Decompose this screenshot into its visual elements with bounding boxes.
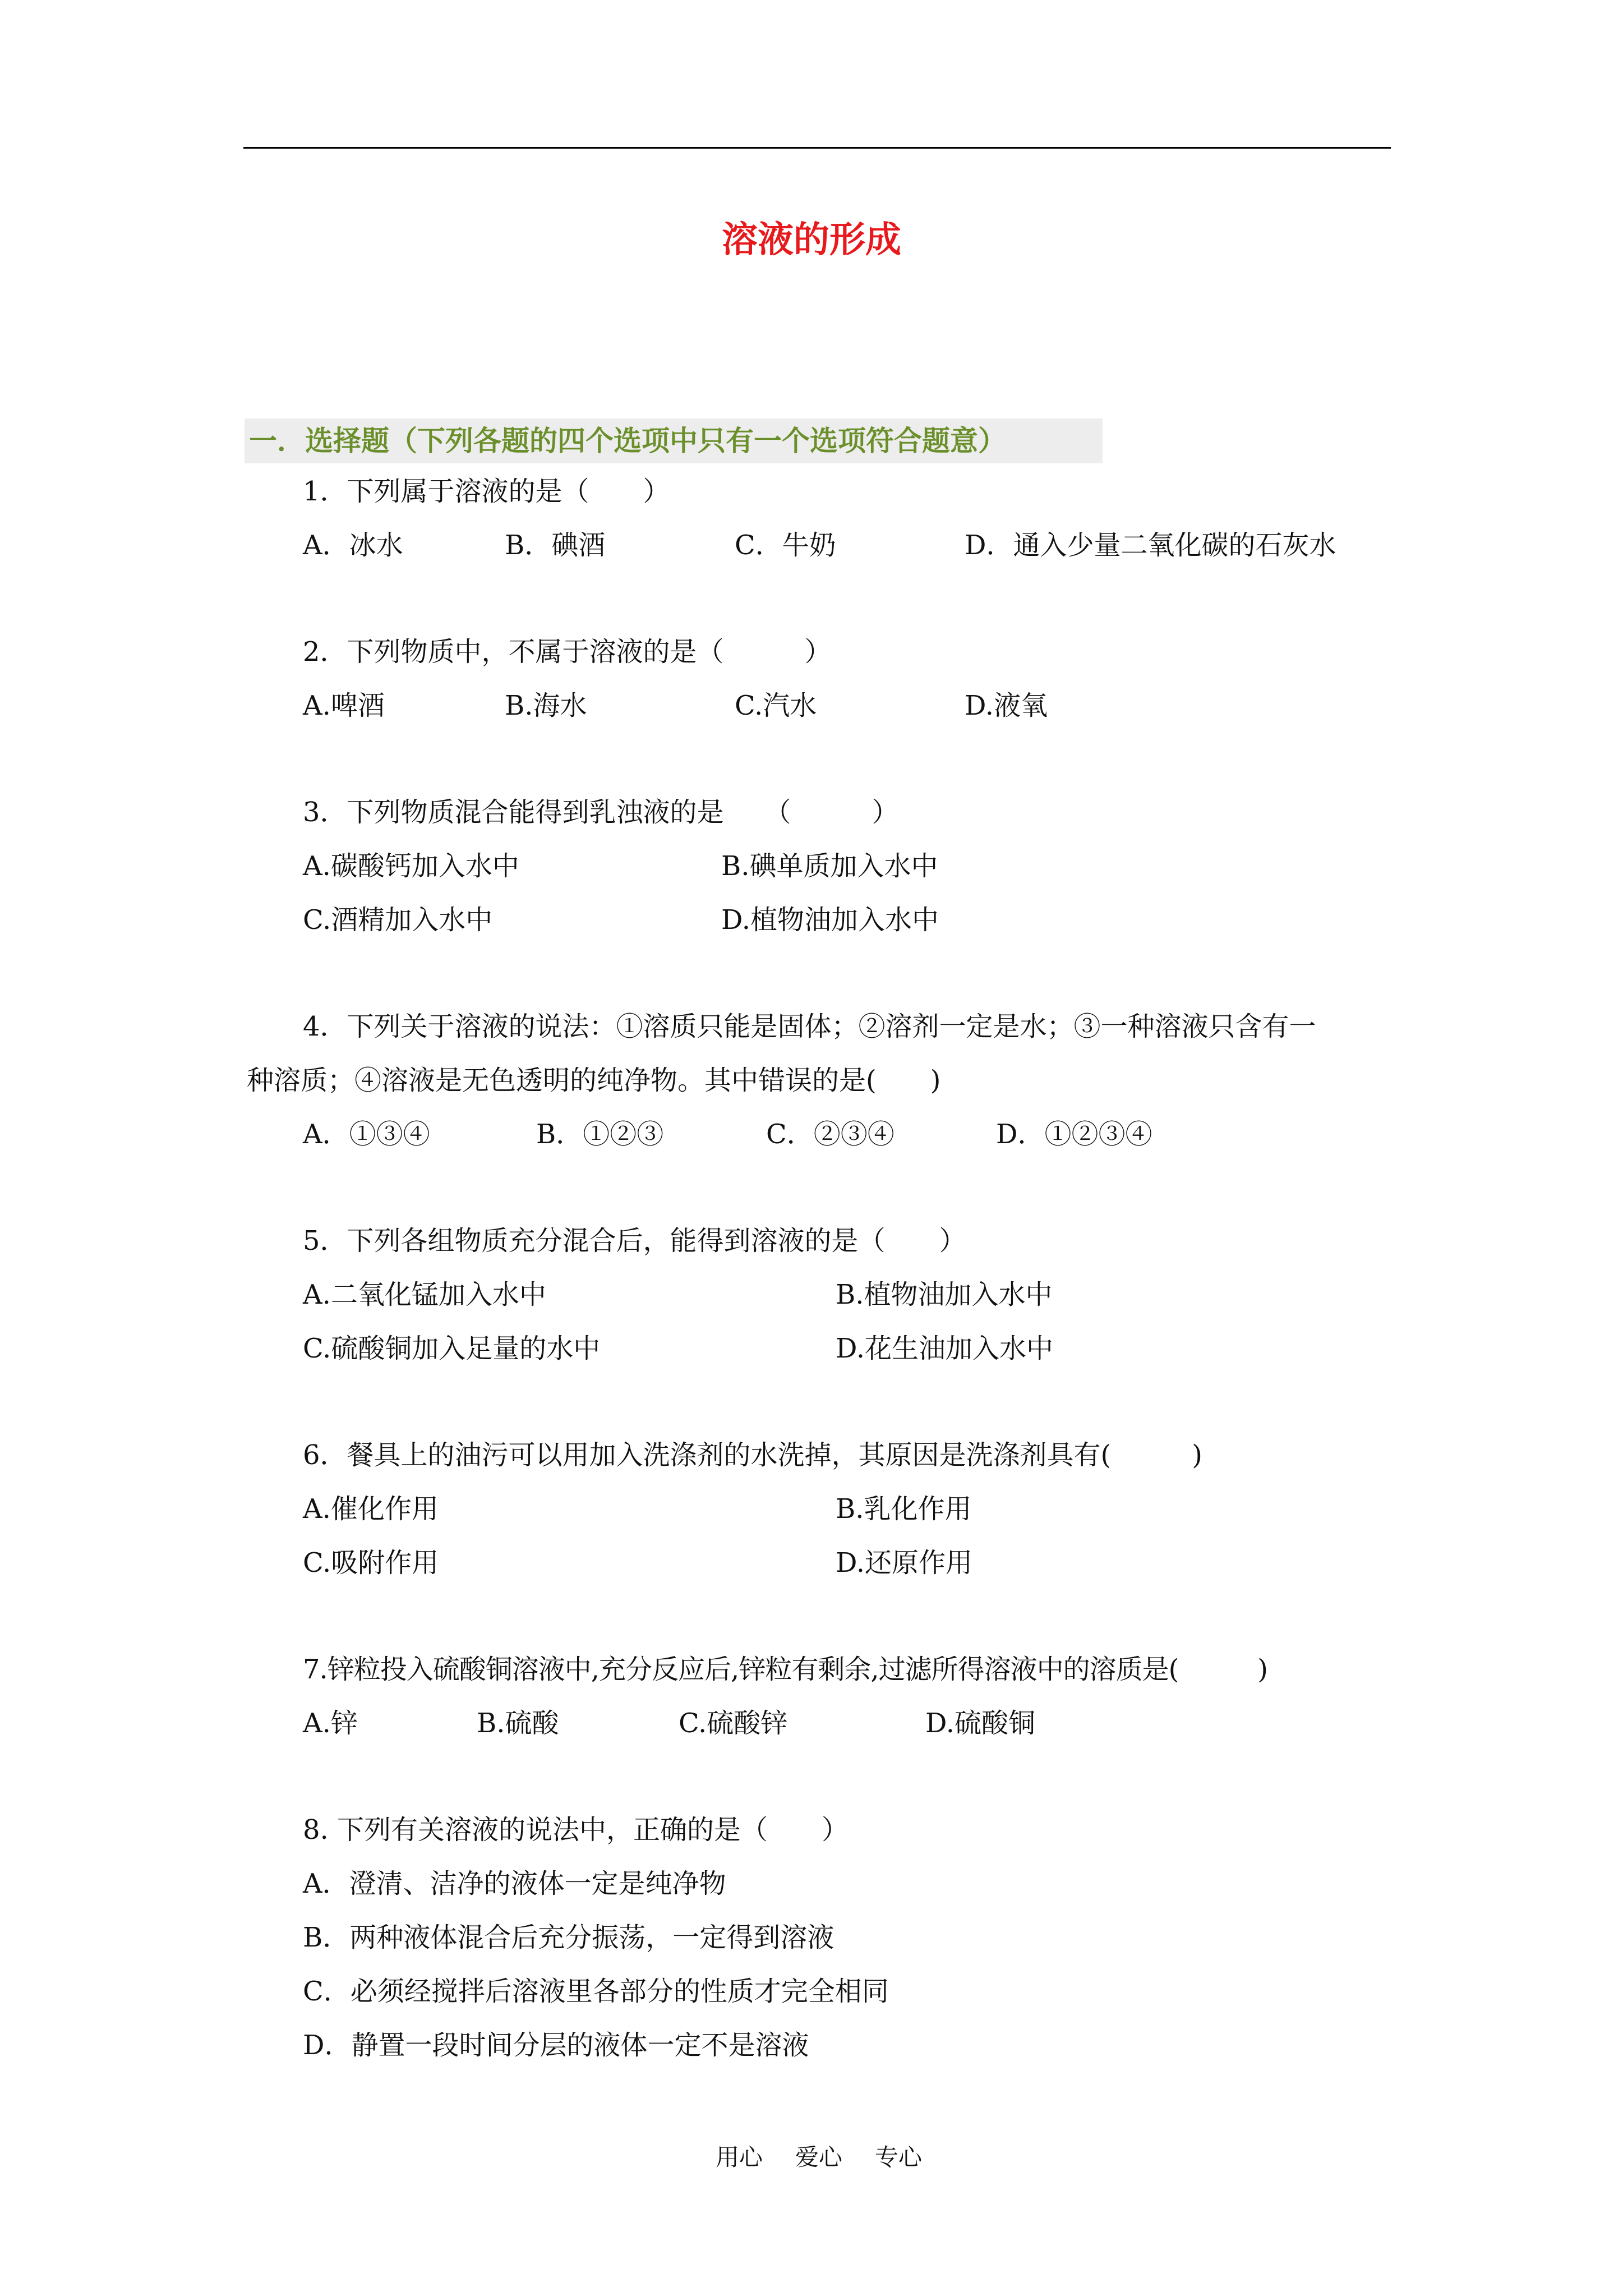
question-5-option-d: D.花生油加入水中	[836, 1333, 1054, 1364]
question-7-option-d: D.硫酸铜	[925, 1708, 1036, 1739]
question-5-option-c: C.硫酸铜加入足量的水中	[303, 1333, 601, 1364]
footer-text-3: 专心	[875, 2143, 923, 2171]
page-title: 溶液的形成	[722, 219, 901, 261]
question-8-option-c: C．必须经搅拌后溶液里各部分的性质才完全相同	[303, 1976, 889, 2007]
question-6-option-a: A.催化作用	[303, 1493, 439, 1525]
question-7-option-a: A.锌	[303, 1708, 358, 1739]
question-7-option-b: B.硫酸	[477, 1708, 559, 1739]
question-3-option-a: A.碳酸钙加入水中	[303, 850, 519, 882]
question-1-option-a: A．冰水	[303, 530, 403, 561]
question-8-option-d: D．静置一段时间分层的液体一定不是溶液	[303, 2030, 809, 2061]
question-8-stem: 8. 下列有关溶液的说法中，正确的是（ ）	[303, 1814, 849, 1846]
question-2-option-d: D.液氧	[965, 690, 1048, 721]
question-2-stem: 2．下列物质中，不属于溶液的是（ ）	[303, 636, 832, 668]
question-3-stem: 3．下列物质混合能得到乳浊液的是 （ ）	[303, 797, 899, 828]
question-2-option-a: A.啤酒	[303, 690, 385, 721]
question-5-option-b: B.植物油加入水中	[836, 1279, 1053, 1310]
question-5-option-a: A.二氧化锰加入水中	[303, 1279, 546, 1310]
question-6-stem: 6．餐具上的油污可以用加入洗涤剂的水洗掉，其原因是洗涤剂具有( )	[303, 1439, 1202, 1471]
question-3-option-b: B.碘单质加入水中	[721, 850, 938, 882]
question-4-option-c: C．②③④	[766, 1119, 895, 1150]
question-8-option-b: B．两种液体混合后充分振荡，一定得到溶液	[303, 1922, 834, 1953]
question-1-option-b: B．碘酒	[505, 530, 606, 561]
question-4-option-b: B．①②③	[536, 1119, 664, 1150]
question-3-option-d: D.植物油加入水中	[721, 904, 939, 936]
question-4-stem-line-2: 种溶质；④溶液是无色透明的纯净物。其中错误的是( )	[247, 1065, 941, 1096]
question-7-stem: 7.锌粒投入硫酸铜溶液中,充分反应后,锌粒有剩余,过滤所得溶液中的溶质是( )	[303, 1654, 1268, 1685]
question-4-option-d: D．①②③④	[996, 1119, 1152, 1150]
question-4-option-a: A．①③④	[303, 1119, 430, 1150]
footer-text-1: 用心	[716, 2143, 763, 2171]
question-8-option-a: A．澄清、洁净的液体一定是纯净物	[303, 1868, 726, 1899]
question-1-stem: 1．下列属于溶液的是（ ）	[303, 476, 670, 507]
page-footer	[716, 2142, 922, 2173]
question-2-option-c: C.汽水	[735, 690, 817, 721]
question-3-option-c: C.酒精加入水中	[303, 904, 493, 936]
question-1-option-c: C．牛奶	[735, 530, 836, 561]
header-rule	[243, 147, 1391, 149]
question-1-option-d: D．通入少量二氧化碳的石灰水	[965, 530, 1336, 561]
question-6-option-c: C.吸附作用	[303, 1547, 439, 1579]
question-7-option-c: C.硫酸锌	[679, 1708, 788, 1739]
question-2-option-b: B.海水	[505, 690, 587, 721]
question-4-stem-line-1: 4．下列关于溶液的说法：①溶质只能是固体；②溶剂一定是水；③一种溶液只含有一	[303, 1011, 1316, 1042]
section-heading: 一．选择题（下列各题的四个选项中只有一个选项符合题意）	[245, 418, 1103, 463]
question-5-stem: 5．下列各组物质充分混合后，能得到溶液的是（ ）	[303, 1225, 966, 1257]
question-6-option-b: B.乳化作用	[836, 1493, 972, 1525]
question-6-option-d: D.还原作用	[836, 1547, 973, 1579]
footer-text-2: 爱心	[795, 2143, 843, 2171]
